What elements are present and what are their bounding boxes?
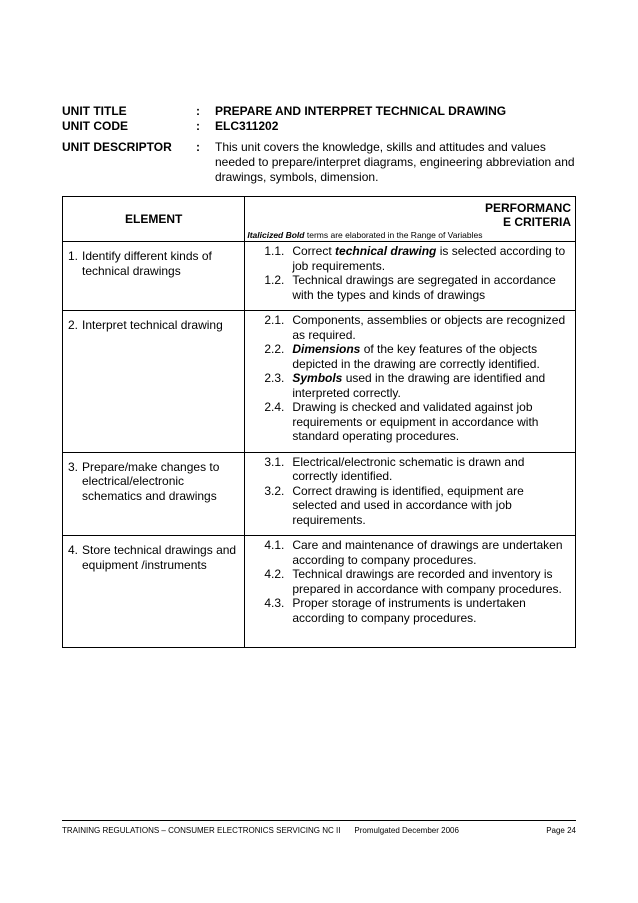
table-row xyxy=(63,311,576,453)
unit-descriptor-label: UNIT DESCRIPTOR xyxy=(62,140,172,154)
table-row xyxy=(63,242,576,311)
element-cell xyxy=(63,536,245,648)
criteria-text xyxy=(292,538,569,567)
table-row xyxy=(63,452,576,536)
colon: : xyxy=(196,140,200,154)
element-text: Prepare/make changes to electrical/electronic schematics and drawings xyxy=(82,459,220,503)
unit-descriptor-value: This unit covers the knowledge, skills and attitudes and values needed to prepare/interpret diagrams, engineering abbreviation and drawings, symbols, dimension. xyxy=(215,140,575,184)
criteria-text-pre: Proper storage of instruments is undertaken according to company procedures. xyxy=(292,596,526,625)
unit-title-label: UNIT TITLE xyxy=(62,104,127,118)
unit-descriptor-row xyxy=(62,140,582,185)
criteria-text xyxy=(292,484,569,528)
criteria-number: 1.1. xyxy=(264,244,285,258)
criteria-text-post: used in the drawing are identified and interpreted correctly. xyxy=(292,371,546,400)
criteria-item xyxy=(249,596,569,625)
criteria-number: 2.4. xyxy=(264,400,285,414)
criteria-number: 4.1. xyxy=(264,538,285,552)
criteria-number: 3.2. xyxy=(264,483,285,498)
criteria-item xyxy=(249,455,569,484)
criteria-text xyxy=(292,244,569,273)
criteria-text-pre: Technical drawings are recorded and inventory is prepared in accordance with company procedures. xyxy=(292,567,562,596)
criteria-number: 3.1. xyxy=(264,454,285,469)
element-column-header: ELEMENT xyxy=(63,197,245,242)
criteria-text-pre: Drawing is checked and validated against job requirements or equipment in accordance with standard operating procedures. xyxy=(292,400,539,443)
criteria-text xyxy=(292,273,569,302)
element-cell xyxy=(63,452,245,536)
criteria-text-pre: Electrical/electronic schematic is drawn and correctly identified. xyxy=(292,454,525,483)
criteria-cell xyxy=(245,311,576,453)
note-bold-text: Italicized Bold xyxy=(247,230,305,240)
criteria-number: 2.2. xyxy=(264,342,285,356)
criteria-text xyxy=(292,342,569,371)
footer-document-title: TRAINING REGULATIONS – CONSUMER ELECTRONICS SERVICING NC II xyxy=(62,826,341,835)
criteria-number: 2.1. xyxy=(264,313,285,327)
unit-title-row xyxy=(62,104,582,119)
criteria-item xyxy=(249,371,569,400)
criteria-item xyxy=(249,244,569,273)
criteria-text-pre: Correct xyxy=(292,244,336,258)
footer-page-number: Page 24 xyxy=(546,826,576,835)
criteria-text xyxy=(292,371,569,400)
criteria-text-pre: Correct drawing is identified, equipment are selected and used in accordance with job requirements. xyxy=(292,483,524,527)
footer-promulgated-date: Promulgated December 2006 xyxy=(354,826,459,835)
unit-title-value: PREPARE AND INTERPRET TECHNICAL DRAWING xyxy=(215,104,507,118)
pc-title-line-1: PERFORMANC xyxy=(485,201,571,215)
unit-code-label: UNIT CODE xyxy=(62,119,128,133)
criteria-text-post: of the key features of the objects depicted in the drawing are correctly identified. xyxy=(292,342,540,371)
page-footer xyxy=(62,826,576,835)
criteria-number: 4.2. xyxy=(264,567,285,581)
criteria-text xyxy=(292,455,569,484)
footer-divider xyxy=(62,820,576,821)
criteria-item xyxy=(249,567,569,596)
criteria-number: 4.3. xyxy=(264,596,285,610)
element-cell xyxy=(63,242,245,311)
criteria-text xyxy=(292,567,569,596)
performance-criteria-header xyxy=(245,197,576,242)
unit-code-value: ELC311202 xyxy=(215,119,279,133)
criteria-number: 2.3. xyxy=(264,371,285,385)
unit-header xyxy=(62,104,582,185)
criteria-item xyxy=(249,313,569,342)
performance-criteria-title xyxy=(471,201,571,229)
criteria-text-bold: technical drawing xyxy=(335,244,437,258)
criteria-text-pre: Components, assemblies or objects are recognized as required. xyxy=(292,313,566,342)
criteria-number: 1.2. xyxy=(264,273,285,287)
criteria-cell xyxy=(245,242,576,311)
element-text: Interpret technical drawing xyxy=(82,318,223,332)
colon: : xyxy=(196,119,200,133)
criteria-item xyxy=(249,342,569,371)
unit-code-row xyxy=(62,119,582,134)
criteria-text xyxy=(292,313,569,342)
criteria-cell xyxy=(245,452,576,536)
criteria-text xyxy=(292,596,569,625)
range-of-variables-note xyxy=(247,230,482,240)
criteria-item xyxy=(249,273,569,302)
pc-title-line-2: E CRITERIA xyxy=(502,215,571,229)
criteria-text-pre: Care and maintenance of drawings are undertaken according to company procedures. xyxy=(292,538,563,567)
element-number: 1. xyxy=(68,249,79,263)
criteria-text-bold: Symbols xyxy=(292,371,343,385)
competency-table xyxy=(62,196,576,648)
element-number: 4. xyxy=(68,543,79,557)
table-row xyxy=(63,536,576,648)
criteria-text xyxy=(292,400,569,444)
criteria-item xyxy=(249,400,569,444)
element-text: Store technical drawings and equipment /instruments xyxy=(82,543,237,572)
colon: : xyxy=(196,104,200,118)
criteria-text-post: is selected according to job requirements. xyxy=(292,244,566,273)
element-text: Identify different kinds of technical drawings xyxy=(82,249,212,278)
criteria-text-pre: Technical drawings are segregated in accordance with the types and kinds of drawings xyxy=(292,273,556,302)
table-header-row xyxy=(63,197,576,242)
criteria-text-bold: Dimensions xyxy=(292,342,361,356)
element-cell xyxy=(63,311,245,453)
element-number: 3. xyxy=(68,459,79,474)
criteria-item xyxy=(249,538,569,567)
note-text: terms are elaborated in the Range of Variables xyxy=(304,230,483,240)
criteria-item xyxy=(249,484,569,528)
element-number: 2. xyxy=(68,318,79,332)
criteria-cell xyxy=(245,536,576,648)
